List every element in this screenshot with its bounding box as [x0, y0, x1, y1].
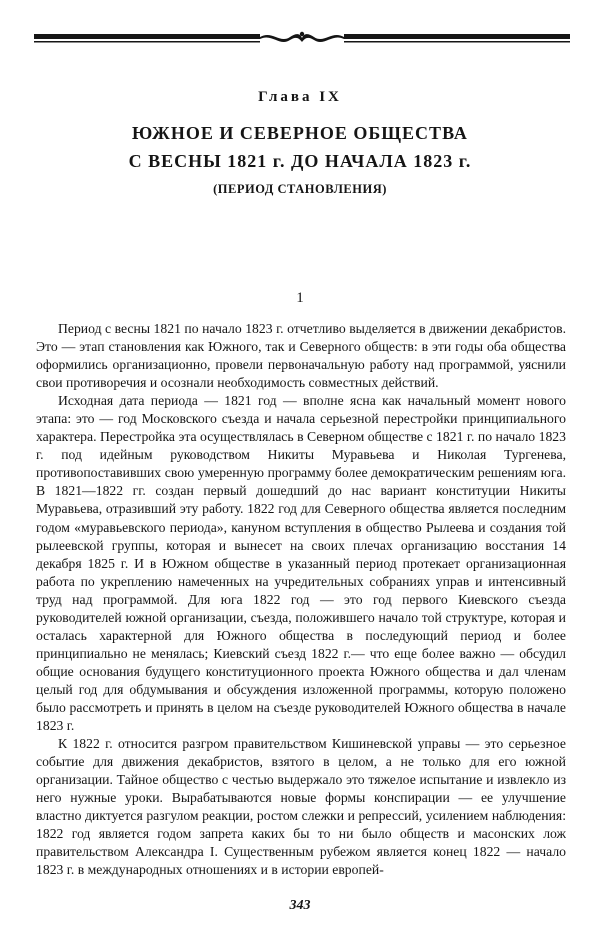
section-number: 1 — [296, 290, 304, 306]
chapter-subtitle: (ПЕРИОД СТАНОВЛЕНИЯ) — [213, 182, 387, 196]
chapter-title-line-1: ЮЖНОЕ И СЕВЕРНОЕ ОБЩЕСТВА — [132, 123, 468, 143]
chapter-label: Глава IX — [258, 89, 342, 105]
paragraph: Период с весны 1821 по начало 1823 г. отчетливо выделяется в движении декабристов. Это — этап становления как Южного, так и Северного обществ: в эти годы оба общества оформились организационно, провели первоначальную работу над программой, уяснили свои противоречия и осознали необходимость совместных действий. — [36, 321, 566, 391]
header-ornament — [34, 30, 570, 50]
body-text — [36, 320, 566, 879]
paragraph: Исходная дата периода — 1821 год — вполне ясна как начальный момент нового этапа: это — год Московского съезда и начала серьезной перестройки принципиального характера. Перестройка эта осуществлялась в Северном обществе с 1821 г. по начало 1823 г. под идейным руководством Никиты Муравьева и Николая Тургенева, противопоставивших свою умеренную программу более демократическим решениям юга. В 1821—1822 гг. создан первый дошедший до нас вариант конституции Никиты Муравьева, отразивший эту работу. 1822 год для Северного общества является последним годом «муравьевского периода», кануном вступления в общество Рылеева и создания той рылеевской группы, которая и вынесет на своих плечах организацию восстания 14 декабря 1825 г. И в Южном обществе в указанный период протекает организационная работа по укреплению намеченных на учредительных собраниях управ и интенсивный труд над программой. Для юга 1822 год — это год первого Киевского съезда руководителей южной организации, съезда, положившего начало той структуре, которая и осталась характерной для Южного общества в последующий период и более принципиально не менялась; Киевский съезд 1822 г.— что еще более важно — обсудил общие основания будущего конституционного проекта Южного общества и дал членам целый год для обдумывания и обсуждения изложенной программы, которую положено было рассмотреть и принять в целом на съезде руководителей Южного общества в начале 1823 г. — [36, 393, 566, 734]
paragraph: К 1822 г. относится разгром правительством Кишиневской управы — это серьезное событие для движения декабристов, взятого в целом, а не только для его южной организации. Тайное общество с честью выдержало это тяжелое испытание и извлекло из него нужные уроки. Вырабатываются новые формы конспирации — ее улучшение властно диктуется разгулом реакции, ростом слежки и репрессий, усилением наблюдения: 1822 год является годом запрета каких бы то ни было обществ и масонских лож правительством Александра I. Существенным рубежом является конец 1822 — начало 1823 г. в международных отношениях и в истории европей- — [36, 736, 566, 878]
page-number: 343 — [289, 898, 311, 913]
chapter-title-line-2: С ВЕСНЫ 1821 г. ДО НАЧАЛА 1823 г. — [128, 151, 472, 171]
